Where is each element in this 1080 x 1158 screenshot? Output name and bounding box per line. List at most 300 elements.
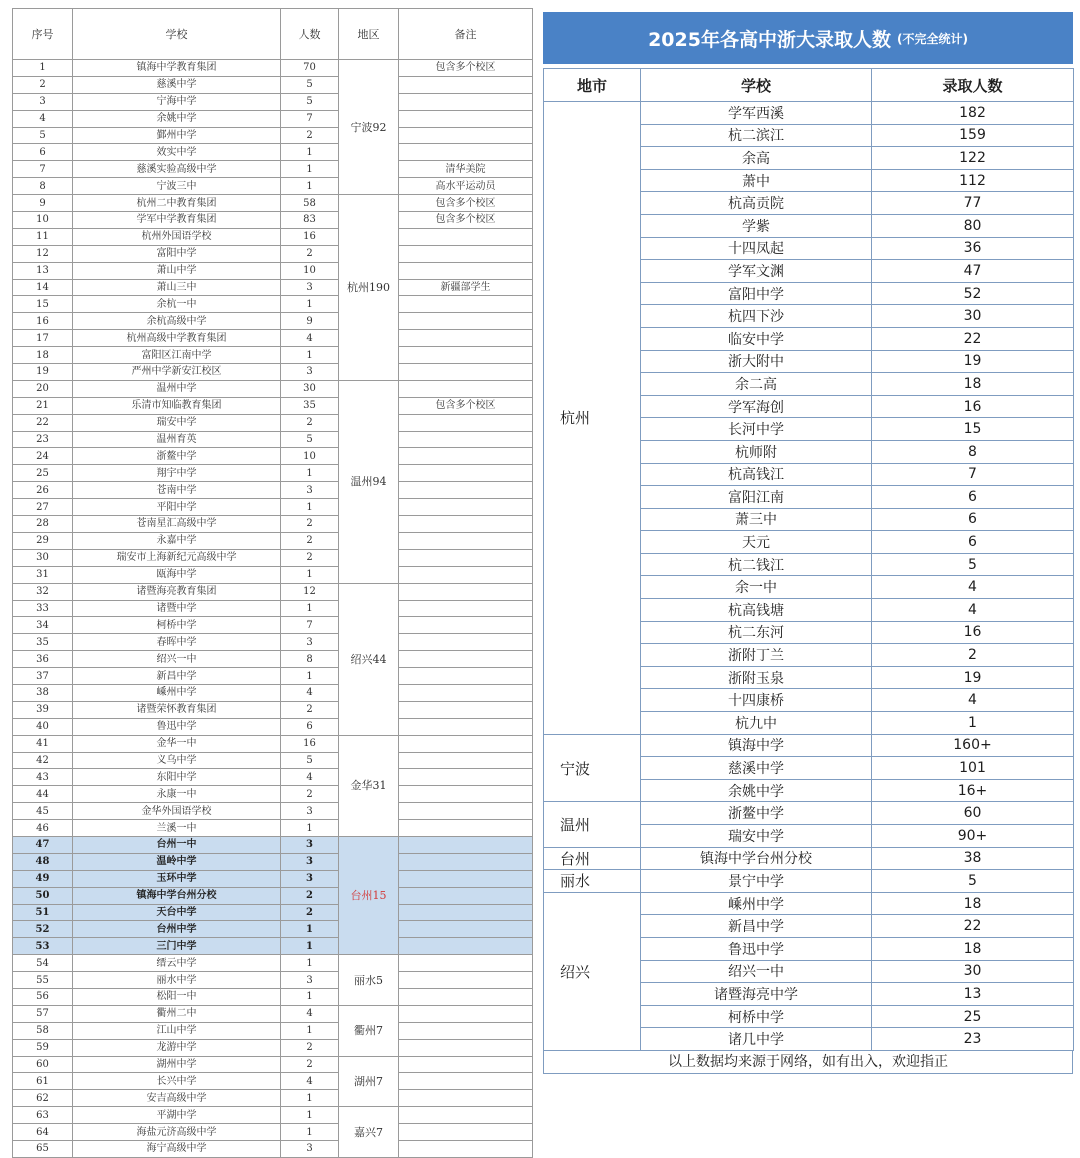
row-note: 清华美院 (399, 161, 533, 178)
row-note (399, 364, 533, 381)
row-school: 萧山中学 (73, 262, 281, 279)
row-count: 10 (281, 448, 339, 465)
admitted-count-cell: 5 (872, 553, 1074, 576)
row-school: 苍南星汇高级中学 (73, 516, 281, 533)
header-note: 备注 (399, 9, 533, 60)
row-school: 东阳中学 (73, 769, 281, 786)
school-cell: 浙附玉泉 (641, 666, 872, 689)
row-school: 慈溪实验高级中学 (73, 161, 281, 178)
row-count: 16 (281, 735, 339, 752)
table-row (13, 820, 533, 837)
row-count: 1 (281, 921, 339, 938)
row-note (399, 955, 533, 972)
table-row (13, 566, 533, 583)
row-count: 3 (281, 853, 339, 870)
row-school: 湖州中学 (73, 1056, 281, 1073)
row-index: 40 (13, 718, 73, 735)
row-count: 58 (281, 195, 339, 212)
city-cell: 温州 (544, 802, 641, 847)
school-list-table (12, 8, 533, 1158)
table-row (13, 1124, 533, 1141)
row-index: 5 (13, 127, 73, 144)
region-cell: 湖州7 (339, 1056, 399, 1107)
row-count: 35 (281, 397, 339, 414)
header-admitted: 录取人数 (872, 69, 1074, 102)
table-row (13, 262, 533, 279)
admitted-count-cell: 15 (872, 418, 1074, 441)
admitted-count-cell: 18 (872, 892, 1074, 915)
table-row (13, 769, 533, 786)
row-count: 3 (281, 634, 339, 651)
region-cell: 台州15 (339, 836, 399, 954)
left-table-body (13, 60, 533, 1158)
admitted-count-cell: 22 (872, 915, 1074, 938)
row-school: 严州中学新安江校区 (73, 364, 281, 381)
row-index: 33 (13, 600, 73, 617)
table-row (13, 887, 533, 904)
row-school: 镇海中学教育集团 (73, 60, 281, 77)
row-school: 台州一中 (73, 836, 281, 853)
row-index: 12 (13, 245, 73, 262)
admitted-count-cell: 52 (872, 282, 1074, 305)
table-row (544, 102, 1074, 125)
row-note (399, 786, 533, 803)
row-index: 55 (13, 972, 73, 989)
row-count: 2 (281, 1039, 339, 1056)
admitted-count-cell: 6 (872, 486, 1074, 509)
row-school: 杭州外国语学校 (73, 228, 281, 245)
row-index: 9 (13, 195, 73, 212)
row-count: 9 (281, 313, 339, 330)
school-cell: 杭高钱塘 (641, 599, 872, 622)
row-note (399, 465, 533, 482)
row-index: 50 (13, 887, 73, 904)
row-index: 32 (13, 583, 73, 600)
row-school: 海盐元济高级中学 (73, 1124, 281, 1141)
region-cell: 绍兴44 (339, 583, 399, 735)
row-count: 7 (281, 110, 339, 127)
header-city: 地市 (544, 69, 641, 102)
footer-note: 以上数据均来源于网络，如有出入，欢迎指正 (543, 1051, 1073, 1074)
row-count: 2 (281, 532, 339, 549)
row-index: 54 (13, 955, 73, 972)
city-cell: 杭州 (544, 102, 641, 735)
admitted-count-cell: 4 (872, 576, 1074, 599)
admitted-count-cell: 60 (872, 802, 1074, 825)
table-row (13, 853, 533, 870)
row-school: 余杭高级中学 (73, 313, 281, 330)
row-school: 天台中学 (73, 904, 281, 921)
row-note (399, 1005, 533, 1022)
table-row (13, 701, 533, 718)
school-cell: 余一中 (641, 576, 872, 599)
table-row (13, 870, 533, 887)
row-note (399, 870, 533, 887)
admitted-count-cell: 90+ (872, 825, 1074, 848)
region-cell: 嘉兴7 (339, 1107, 399, 1158)
row-note (399, 296, 533, 313)
row-count: 3 (281, 482, 339, 499)
row-note (399, 718, 533, 735)
left-table-header-row (13, 9, 533, 60)
row-note (399, 1107, 533, 1124)
school-cell: 余姚中学 (641, 779, 872, 802)
school-cell: 余高 (641, 147, 872, 170)
table-row (13, 482, 533, 499)
row-note (399, 701, 533, 718)
admitted-count-cell: 38 (872, 847, 1074, 870)
table-row (13, 836, 533, 853)
school-cell: 十四凤起 (641, 237, 872, 260)
school-cell: 镇海中学台州分校 (641, 847, 872, 870)
row-count: 1 (281, 600, 339, 617)
admitted-count-cell: 5 (872, 870, 1074, 893)
table-row (13, 161, 533, 178)
row-school: 安吉高级中学 (73, 1090, 281, 1107)
admitted-count-cell: 25 (872, 1005, 1074, 1028)
region-cell: 温州94 (339, 380, 399, 583)
row-note (399, 499, 533, 516)
row-count: 2 (281, 516, 339, 533)
row-note (399, 1073, 533, 1090)
row-count: 1 (281, 178, 339, 195)
row-count: 3 (281, 803, 339, 820)
header-count: 人数 (281, 9, 339, 60)
row-index: 52 (13, 921, 73, 938)
school-cell: 临安中学 (641, 327, 872, 350)
table-row (13, 178, 533, 195)
row-school: 温州育英 (73, 431, 281, 448)
row-index: 31 (13, 566, 73, 583)
admitted-count-cell: 1 (872, 712, 1074, 735)
row-school: 乐清市知临教育集团 (73, 397, 281, 414)
header-school: 学校 (641, 69, 872, 102)
school-cell: 鲁迅中学 (641, 937, 872, 960)
table-row (13, 583, 533, 600)
row-note (399, 1039, 533, 1056)
row-count: 3 (281, 364, 339, 381)
row-index: 14 (13, 279, 73, 296)
right-table-panel (543, 12, 1073, 1072)
table-row (13, 1090, 533, 1107)
admitted-count-cell: 47 (872, 260, 1074, 283)
row-school: 浙鳌中学 (73, 448, 281, 465)
table-row (13, 110, 533, 127)
row-school: 江山中学 (73, 1022, 281, 1039)
table-row (13, 228, 533, 245)
table-row (13, 752, 533, 769)
row-note: 包含多个校区 (399, 397, 533, 414)
table-row (13, 499, 533, 516)
row-count: 1 (281, 820, 339, 837)
table-row (13, 955, 533, 972)
school-cell: 杭九中 (641, 712, 872, 735)
row-note (399, 820, 533, 837)
row-note (399, 245, 533, 262)
row-count: 1 (281, 1022, 339, 1039)
row-index: 21 (13, 397, 73, 414)
row-index: 37 (13, 668, 73, 685)
row-school: 学军中学教育集团 (73, 212, 281, 229)
admitted-count-cell: 16 (872, 395, 1074, 418)
row-index: 4 (13, 110, 73, 127)
table-row (13, 60, 533, 77)
row-count: 5 (281, 76, 339, 93)
row-school: 诸暨海亮教育集团 (73, 583, 281, 600)
admitted-count-cell: 4 (872, 599, 1074, 622)
admitted-count-cell: 159 (872, 124, 1074, 147)
row-note (399, 93, 533, 110)
admitted-count-cell: 8 (872, 440, 1074, 463)
row-count: 1 (281, 347, 339, 364)
row-index: 59 (13, 1039, 73, 1056)
row-index: 10 (13, 212, 73, 229)
row-school: 兰溪一中 (73, 820, 281, 837)
school-cell: 长河中学 (641, 418, 872, 441)
row-count: 16 (281, 228, 339, 245)
row-count: 3 (281, 1141, 339, 1158)
row-note (399, 634, 533, 651)
school-cell: 诸暨海亮中学 (641, 983, 872, 1006)
admitted-count-cell: 80 (872, 214, 1074, 237)
row-index: 24 (13, 448, 73, 465)
row-count: 1 (281, 161, 339, 178)
row-count: 2 (281, 414, 339, 431)
admitted-count-cell: 182 (872, 102, 1074, 125)
row-school: 鲁迅中学 (73, 718, 281, 735)
row-note (399, 262, 533, 279)
row-count: 2 (281, 887, 339, 904)
row-count: 1 (281, 566, 339, 583)
row-count: 1 (281, 955, 339, 972)
table-row (13, 347, 533, 364)
admitted-count-cell: 6 (872, 531, 1074, 554)
table-row (13, 414, 533, 431)
table-row (13, 1056, 533, 1073)
table-row (13, 684, 533, 701)
row-count: 1 (281, 465, 339, 482)
city-cell: 丽水 (544, 870, 641, 893)
table-row (13, 380, 533, 397)
region-cell: 宁波92 (339, 60, 399, 195)
row-index: 19 (13, 364, 73, 381)
row-note: 高水平运动员 (399, 178, 533, 195)
row-index: 11 (13, 228, 73, 245)
row-count: 1 (281, 668, 339, 685)
row-count: 30 (281, 380, 339, 397)
row-index: 63 (13, 1107, 73, 1124)
table-row (544, 734, 1074, 757)
row-note: 包含多个校区 (399, 195, 533, 212)
row-note (399, 769, 533, 786)
row-note (399, 330, 533, 347)
row-note (399, 431, 533, 448)
school-cell: 浙大附中 (641, 350, 872, 373)
row-school: 慈溪中学 (73, 76, 281, 93)
right-table-header-row (544, 69, 1074, 102)
table-row (13, 786, 533, 803)
row-school: 苍南中学 (73, 482, 281, 499)
row-school: 萧山三中 (73, 279, 281, 296)
city-cell: 宁波 (544, 734, 641, 802)
admitted-count-cell: 18 (872, 937, 1074, 960)
school-cell: 十四康桥 (641, 689, 872, 712)
admitted-count-cell: 112 (872, 169, 1074, 192)
row-count: 4 (281, 1005, 339, 1022)
table-row (13, 1141, 533, 1158)
row-count: 5 (281, 431, 339, 448)
school-cell: 柯桥中学 (641, 1005, 872, 1028)
table-row (13, 1005, 533, 1022)
row-school: 永康一中 (73, 786, 281, 803)
row-note (399, 735, 533, 752)
row-count: 1 (281, 988, 339, 1005)
table-row (13, 532, 533, 549)
row-count: 12 (281, 583, 339, 600)
row-count: 2 (281, 701, 339, 718)
row-school: 衢州二中 (73, 1005, 281, 1022)
row-note (399, 1124, 533, 1141)
row-index: 35 (13, 634, 73, 651)
row-note (399, 921, 533, 938)
table-row (13, 988, 533, 1005)
row-school: 松阳一中 (73, 988, 281, 1005)
admitted-count-cell: 16 (872, 621, 1074, 644)
school-cell: 杭四下沙 (641, 305, 872, 328)
table-row (13, 972, 533, 989)
table-row (13, 651, 533, 668)
row-school: 诸暨中学 (73, 600, 281, 617)
row-index: 15 (13, 296, 73, 313)
page-title: 2025年各高中浙大录取人数 (648, 28, 891, 51)
row-count: 2 (281, 245, 339, 262)
row-note (399, 1022, 533, 1039)
row-index: 18 (13, 347, 73, 364)
row-school: 永嘉中学 (73, 532, 281, 549)
admission-table (543, 68, 1074, 1051)
row-note (399, 566, 533, 583)
row-count: 1 (281, 144, 339, 161)
school-cell: 杭师附 (641, 440, 872, 463)
row-school: 平阳中学 (73, 499, 281, 516)
row-index: 49 (13, 870, 73, 887)
row-school: 三门中学 (73, 938, 281, 955)
school-cell: 绍兴一中 (641, 960, 872, 983)
row-count: 1 (281, 296, 339, 313)
right-table-body (544, 102, 1074, 1051)
row-count: 1 (281, 1090, 339, 1107)
row-index: 65 (13, 1141, 73, 1158)
table-row (13, 904, 533, 921)
table-row (13, 1039, 533, 1056)
school-cell: 富阳江南 (641, 486, 872, 509)
school-cell: 新昌中学 (641, 915, 872, 938)
school-cell: 瑞安中学 (641, 825, 872, 848)
school-cell: 杭高钱江 (641, 463, 872, 486)
row-school: 金华外国语学校 (73, 803, 281, 820)
school-cell: 学军文渊 (641, 260, 872, 283)
row-index: 6 (13, 144, 73, 161)
row-note (399, 668, 533, 685)
school-cell: 诸几中学 (641, 1028, 872, 1051)
table-row (13, 735, 533, 752)
table-row (13, 330, 533, 347)
admitted-count-cell: 2 (872, 644, 1074, 667)
row-index: 51 (13, 904, 73, 921)
row-count: 7 (281, 617, 339, 634)
table-row (13, 296, 533, 313)
table-row (13, 516, 533, 533)
school-cell: 嵊州中学 (641, 892, 872, 915)
row-note (399, 1056, 533, 1073)
row-note (399, 887, 533, 904)
school-cell: 浙附丁兰 (641, 644, 872, 667)
row-index: 60 (13, 1056, 73, 1073)
row-school: 富阳中学 (73, 245, 281, 262)
row-count: 6 (281, 718, 339, 735)
school-cell: 富阳中学 (641, 282, 872, 305)
row-school: 杭州二中教育集团 (73, 195, 281, 212)
row-note: 新疆部学生 (399, 279, 533, 296)
row-note (399, 1090, 533, 1107)
city-cell: 绍兴 (544, 892, 641, 1050)
table-row (13, 448, 533, 465)
row-index: 20 (13, 380, 73, 397)
row-school: 义乌中学 (73, 752, 281, 769)
table-row (13, 600, 533, 617)
admitted-count-cell: 19 (872, 350, 1074, 373)
table-row (13, 313, 533, 330)
table-row (13, 718, 533, 735)
row-count: 3 (281, 836, 339, 853)
row-index: 25 (13, 465, 73, 482)
row-note (399, 110, 533, 127)
school-cell: 学军西溪 (641, 102, 872, 125)
row-count: 10 (281, 262, 339, 279)
row-count: 4 (281, 684, 339, 701)
row-school: 嵊州中学 (73, 684, 281, 701)
row-note (399, 414, 533, 431)
table-row (13, 127, 533, 144)
row-index: 16 (13, 313, 73, 330)
table-row (13, 1073, 533, 1090)
row-index: 46 (13, 820, 73, 837)
row-index: 48 (13, 853, 73, 870)
school-cell: 杭高贡院 (641, 192, 872, 215)
row-school: 绍兴一中 (73, 651, 281, 668)
row-note (399, 853, 533, 870)
row-index: 58 (13, 1022, 73, 1039)
row-note (399, 532, 533, 549)
row-school: 海宁高级中学 (73, 1141, 281, 1158)
school-cell: 杭二东河 (641, 621, 872, 644)
table-row (13, 279, 533, 296)
row-note: 包含多个校区 (399, 60, 533, 77)
row-index: 8 (13, 178, 73, 195)
row-index: 17 (13, 330, 73, 347)
row-count: 5 (281, 752, 339, 769)
table-row (13, 668, 533, 685)
row-count: 2 (281, 904, 339, 921)
city-cell: 台州 (544, 847, 641, 870)
row-note (399, 617, 533, 634)
row-index: 13 (13, 262, 73, 279)
row-index: 22 (13, 414, 73, 431)
row-school: 柯桥中学 (73, 617, 281, 634)
row-index: 39 (13, 701, 73, 718)
row-school: 瓯海中学 (73, 566, 281, 583)
region-cell: 金华31 (339, 735, 399, 836)
